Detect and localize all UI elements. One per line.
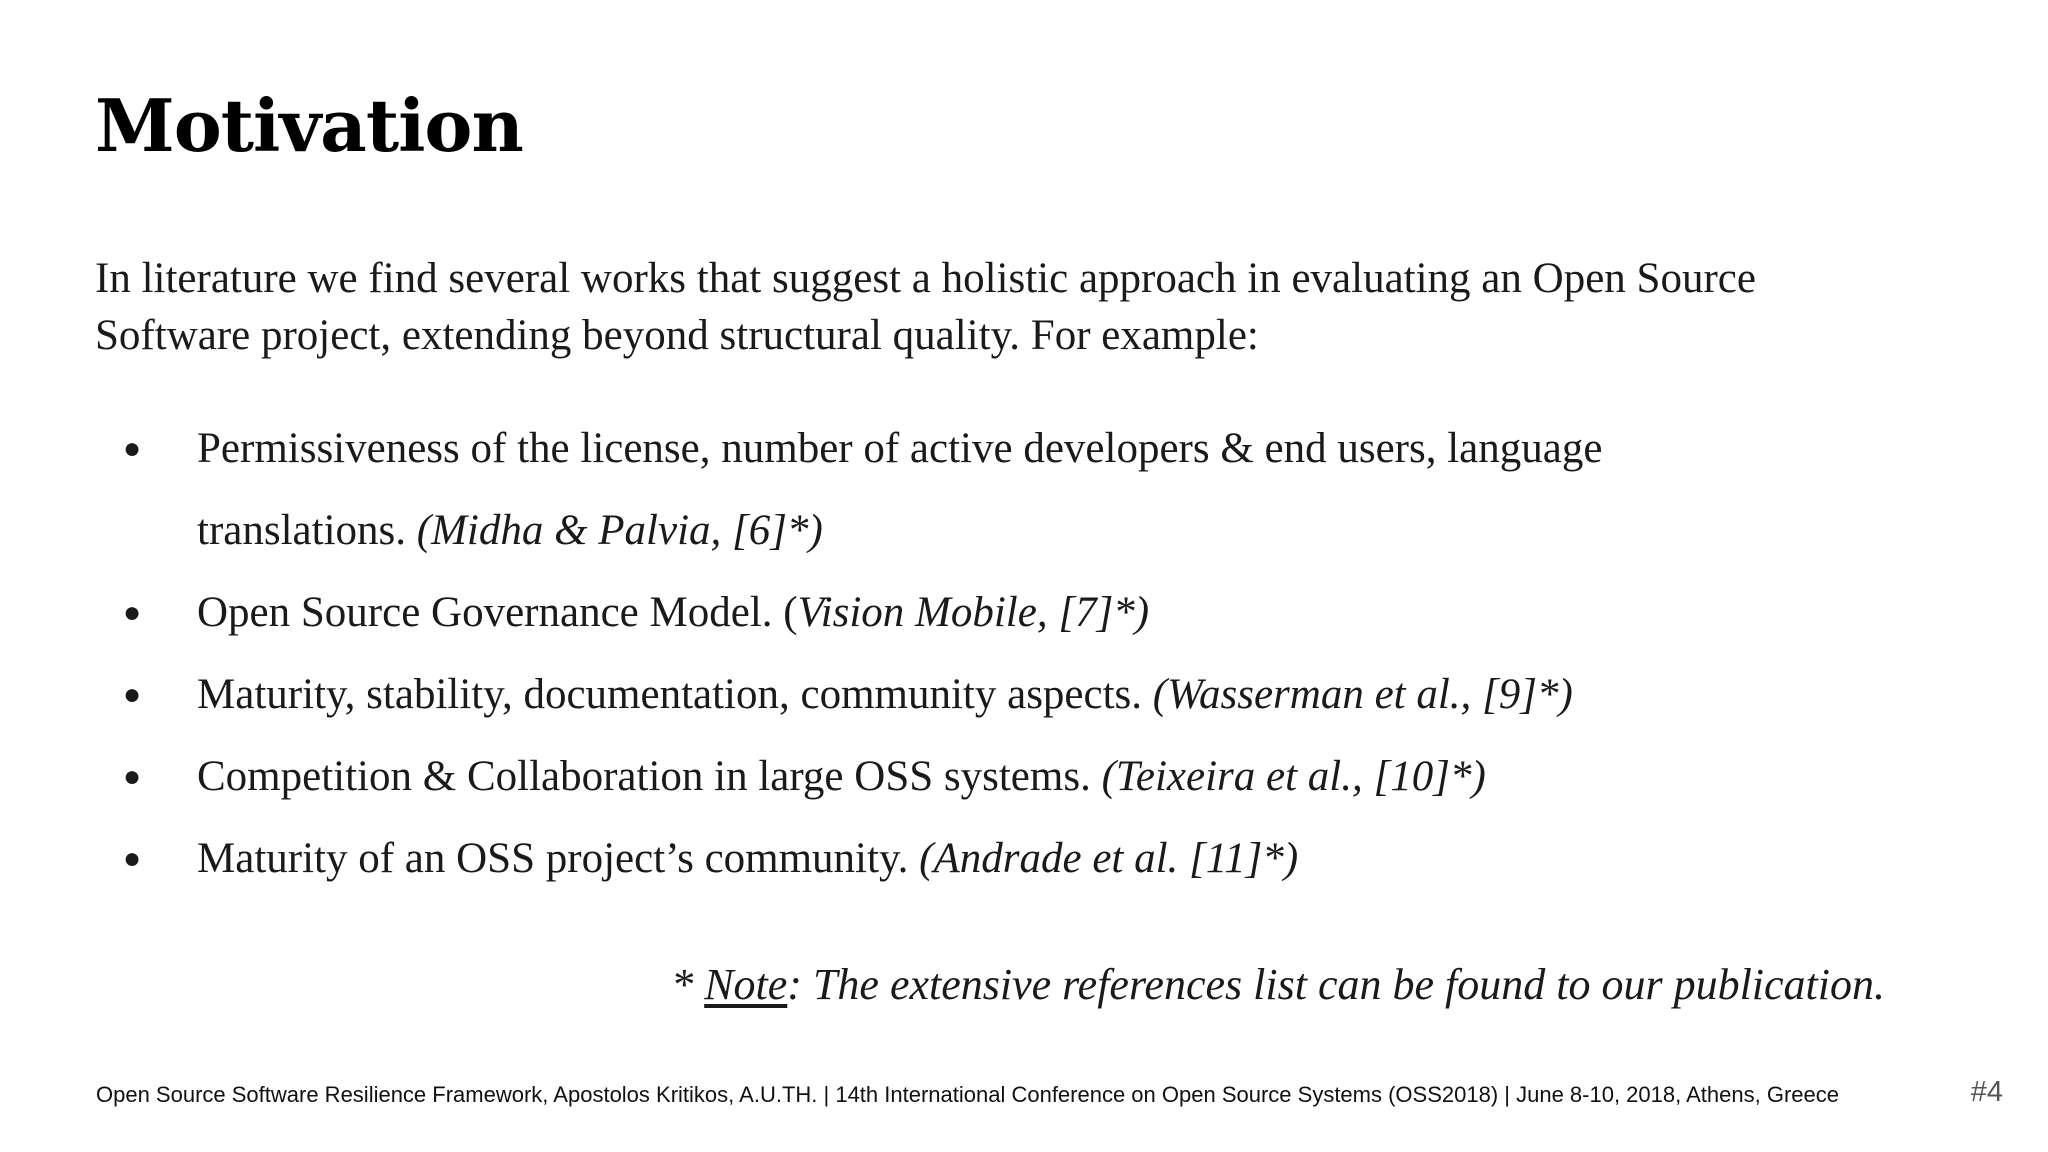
- bullet-item-maturity-stability: [95, 654, 1955, 736]
- slide-title: Motivation: [95, 83, 523, 168]
- bullet-item-competition-collaboration: [95, 736, 1955, 818]
- bullet-text: Maturity of an OSS project’s community.: [197, 835, 920, 882]
- bullet-line-2: [197, 490, 1955, 572]
- intro-paragraph: [95, 250, 1955, 364]
- bullet-line-1: Permissiveness of the license, number of active developers & end users, language: [197, 425, 1603, 472]
- bullet-icon: ●: [123, 678, 142, 711]
- bullet-icon: ●: [123, 596, 142, 629]
- bullet-text: Competition & Collaboration in large OSS systems.: [197, 753, 1102, 800]
- bullet-text: translations.: [197, 507, 417, 554]
- note-label: Note: [704, 960, 788, 1009]
- references-note: [671, 955, 1885, 1015]
- bullet-text: Maturity, stability, documentation, community aspects.: [197, 671, 1153, 718]
- page-number: #4: [1970, 1076, 2003, 1108]
- bullet-citation: (Midha & Palvia, [6]*): [416, 507, 823, 554]
- note-text: : The extensive references list can be found to our publication.: [787, 960, 1885, 1009]
- intro-line-2: Software project, extending beyond structural quality. For example:: [95, 312, 1259, 359]
- slide-footer: Open Source Software Resilience Framework, Apostolos Kritikos, A.U.TH. | 14th International Conference on Open Source Systems (OSS2018) | June 8-10, 2018, Athens, Greece: [96, 1082, 1839, 1107]
- reference-bullet-list: [95, 408, 1955, 900]
- bullet-text: Open Source Governance Model. (: [197, 589, 798, 636]
- bullet-item-governance-model: [95, 572, 1955, 654]
- bullet-citation: (Wasserman et al., [9]*): [1152, 671, 1573, 718]
- bullet-icon: ●: [123, 760, 142, 793]
- note-prefix: *: [671, 960, 705, 1009]
- bullet-citation: (Teixeira et al., [10]*): [1101, 753, 1486, 800]
- bullet-icon: ●: [123, 842, 142, 875]
- bullet-item-license-developers: [95, 408, 1955, 572]
- bullet-citation: Vision Mobile, [7]*): [797, 589, 1150, 636]
- bullet-citation: (Andrade et al. [11]*): [919, 835, 1299, 882]
- intro-line-1: In literature we find several works that suggest a holistic approach in evaluating an Open Source: [95, 255, 1756, 302]
- bullet-item-community-maturity: [95, 818, 1955, 900]
- bullet-icon: ●: [123, 432, 142, 465]
